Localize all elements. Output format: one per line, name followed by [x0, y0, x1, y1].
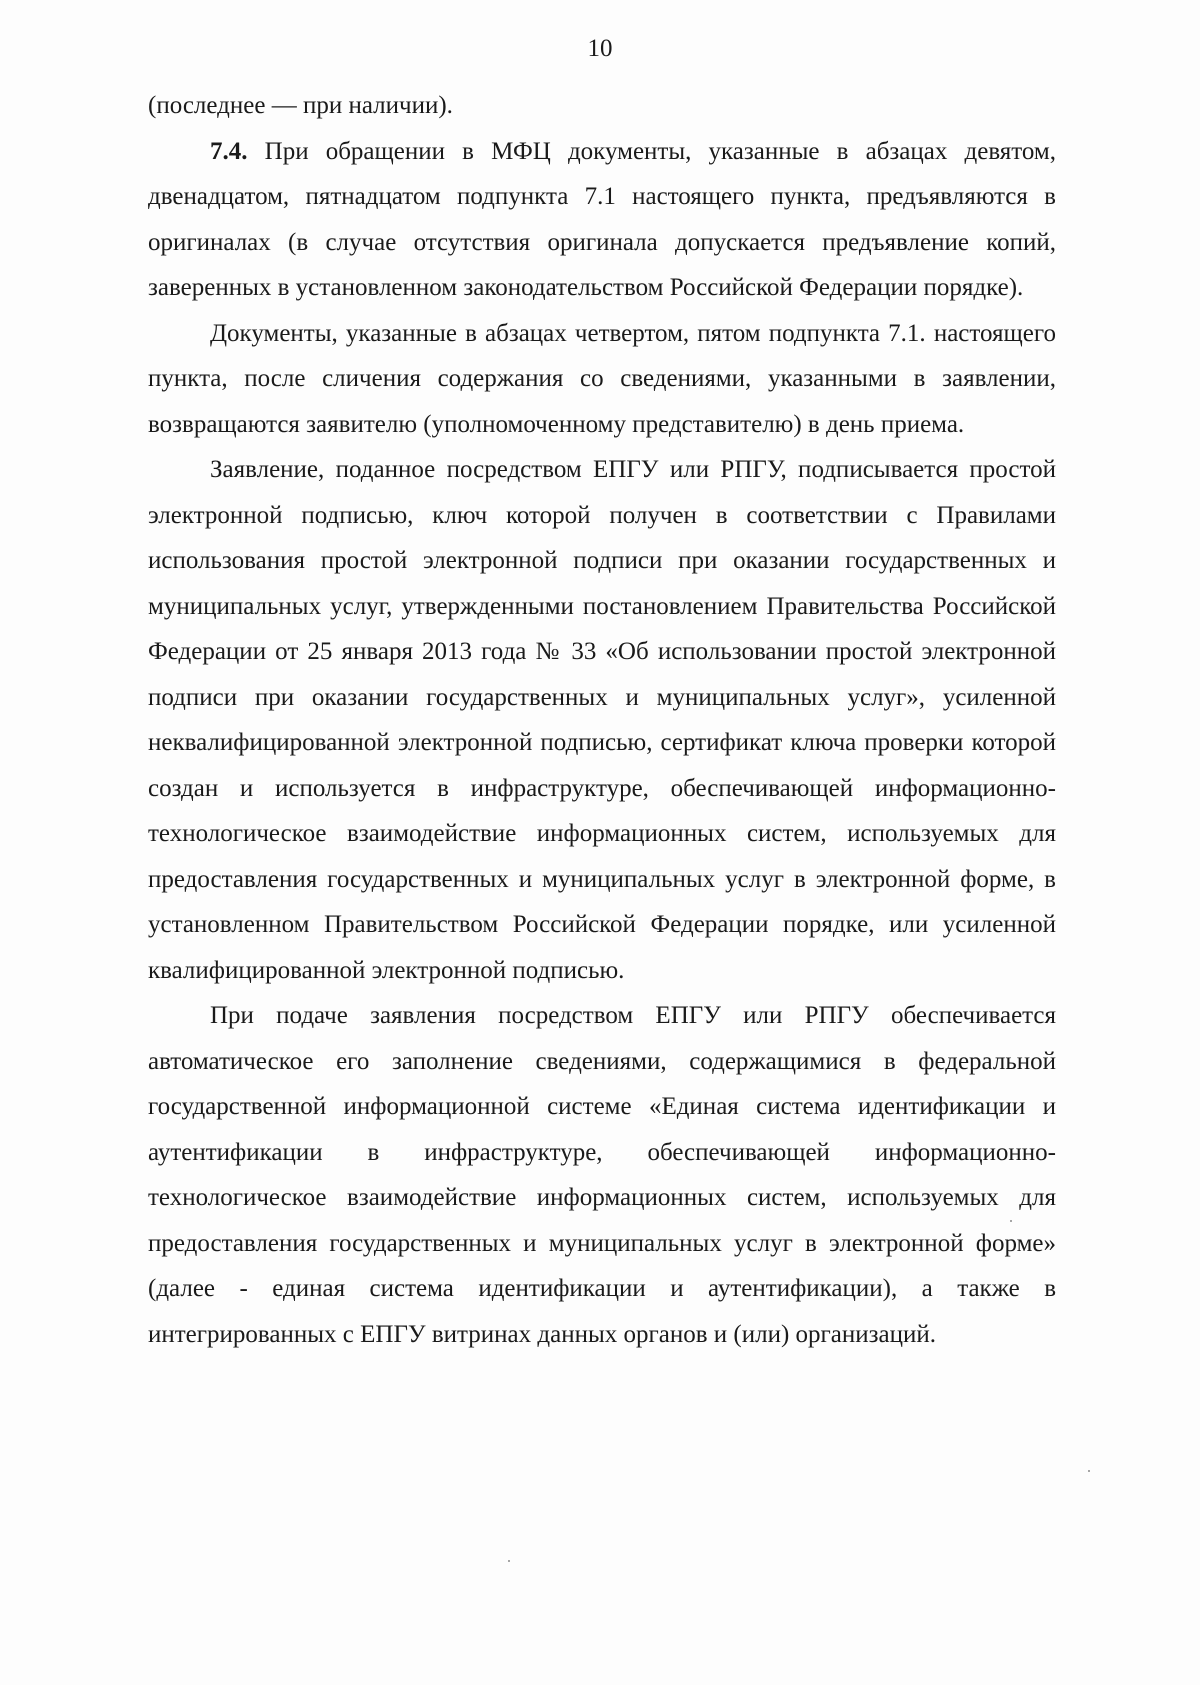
paragraph-text: При обращении в МФЦ документы, указанные в абзацах девятом, двенадцатом, пятнадцатом подпункта 7.1 настоящего пункта, предъявляются в оригиналах (в случае отсутствия оригинала допускается предъявление копий, заверенных в установленном законодательством Российской Федерации порядке).: [148, 137, 1056, 301]
section-number: 7.4.: [210, 137, 248, 165]
paragraph-electronic-signature: [148, 447, 1056, 993]
paragraph-text: Документы, указанные в абзацах четвертом, пятом подпункта 7.1. настоящего пункта, после сличения содержания со сведениями, указанными в заявлении, возвращаются заявителю (уполномоченному представителю) в день приема.: [148, 319, 1056, 438]
scan-speck: [508, 1560, 510, 1562]
document-body: [148, 83, 1056, 1357]
scan-speck: [1088, 1470, 1090, 1472]
paragraph-7-4: [148, 129, 1056, 311]
scan-speck: [1010, 1220, 1012, 1222]
paragraph-text: При подаче заявления посредством ЕПГУ или РПГУ обеспечивается автоматическое его заполнение сведениями, содержащимися в федеральной государственной информационной системе «Единая система идентификации и аутентификации в инфраструктуре, обеспечивающей информационно-технологическое взаимодействие информационных систем, используемых для предоставления государственных и муниципальных услуг в электронной форме» (далее - единая система идентификации и аутентификации), а также в интегрированных с ЕПГУ витринах данных органов и (или) организаций.: [148, 1002, 1056, 1348]
page-number: 10: [587, 35, 613, 62]
paragraph-text: Заявление, поданное посредством ЕПГУ или РПГУ, подписывается простой электронной подписью, ключ которой получен в соответствии с Правилами использования простой электронной подписи при оказании государственных и муниципальных услуг, утвержденными постановлением Правительства Российской Федерации от 25 января 2013 года № 33 «Об использовании простой электронной подписи при оказании государственных и муниципальных услуг», усиленной неквалифицированной электронной подписью, сертификат ключа проверки которой создан и используется в инфраструктуре, обеспечивающей информационно-технологическое взаимодействие информационных систем, используемых для предоставления государственных и муниципальных услуг в электронной форме, в установленном Правительством Российской Федерации порядке, или усиленной квалифицированной электронной подписью.: [148, 456, 1056, 984]
paragraph-text: (последнее — при наличии).: [148, 92, 453, 119]
paragraph-documents-return: [148, 311, 1056, 448]
paragraph-continuation: [148, 83, 1056, 129]
paragraph-autofill: [148, 993, 1056, 1357]
